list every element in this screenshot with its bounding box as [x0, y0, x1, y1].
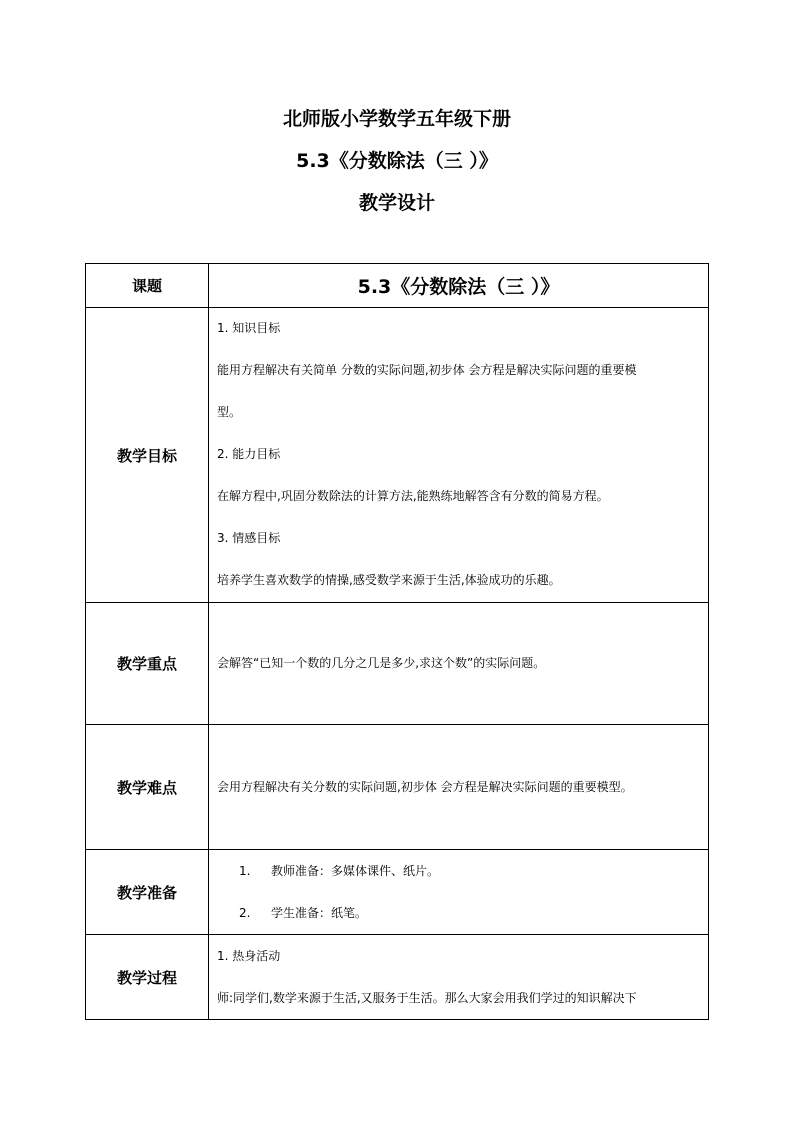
goal-line: 1. 知识目标 — [217, 321, 281, 335]
goal-line: 培养学生喜欢数学的情操,感受数学来源于生活,体验成功的乐趣。 — [217, 573, 561, 587]
difficulties-text: 会用方程解决有关分数的实际问题,初步体 会方程是解决实际问题的重要模型。 — [217, 779, 633, 794]
preparation-content — [209, 850, 709, 935]
lesson-title: 5.3《分数除法（三 ）》 — [296, 150, 498, 172]
key-points-label: 教学重点 — [86, 603, 209, 725]
process-content — [209, 935, 709, 1020]
difficulties-content — [209, 725, 709, 850]
list-item-text: 学生准备：纸笔。 — [271, 906, 368, 920]
table-row-goals — [86, 308, 709, 603]
goal-line: 型。 — [217, 405, 242, 419]
lesson-plan-table — [85, 263, 709, 1020]
key-points-text: 会解答“已知一个数的几分之几是多少,求这个数”的实际问题。 — [217, 656, 546, 670]
list-item-number: 1. — [239, 864, 251, 878]
list-item — [239, 850, 708, 892]
difficulties-label: 教学难点 — [86, 725, 209, 850]
table-row-difficulties — [86, 725, 709, 850]
list-item — [239, 892, 708, 934]
goal-line: 2. 能力目标 — [217, 447, 281, 461]
list-item-text: 教师准备：多媒体课件、纸片。 — [271, 864, 440, 878]
topic-value: 5.3《分数除法（三 ）》 — [209, 264, 709, 308]
goals-label: 教学目标 — [86, 308, 209, 603]
process-line: 1. 热身活动 — [217, 949, 281, 963]
table-row-key-points — [86, 603, 709, 725]
goals-content — [209, 308, 709, 603]
goal-line: 能用方程解决有关简单 分数的实际问题,初步体 会方程是解决实际问题的重要模 — [217, 363, 637, 377]
document-title: 北师版小学数学五年级下册 — [282, 108, 511, 130]
preparation-label: 教学准备 — [86, 850, 209, 935]
goal-line: 3. 情感目标 — [217, 531, 281, 545]
goal-line: 在解方程中,巩固分数除法的计算方法,能熟练地解答含有分数的简易方程。 — [217, 489, 609, 503]
key-points-content — [209, 603, 709, 725]
table-row-process — [86, 935, 709, 1020]
document-subtitle: 教学设计 — [358, 192, 435, 214]
process-line: 师:同学们,数学来源于生活,又服务于生活。那么大家会用我们学过的知识解决下 — [217, 991, 637, 1005]
list-item-number: 2. — [239, 906, 251, 920]
topic-label: 课题 — [86, 264, 209, 308]
table-row-topic — [86, 264, 709, 308]
process-label: 教学过程 — [86, 935, 209, 1020]
table-row-preparation — [86, 850, 709, 935]
